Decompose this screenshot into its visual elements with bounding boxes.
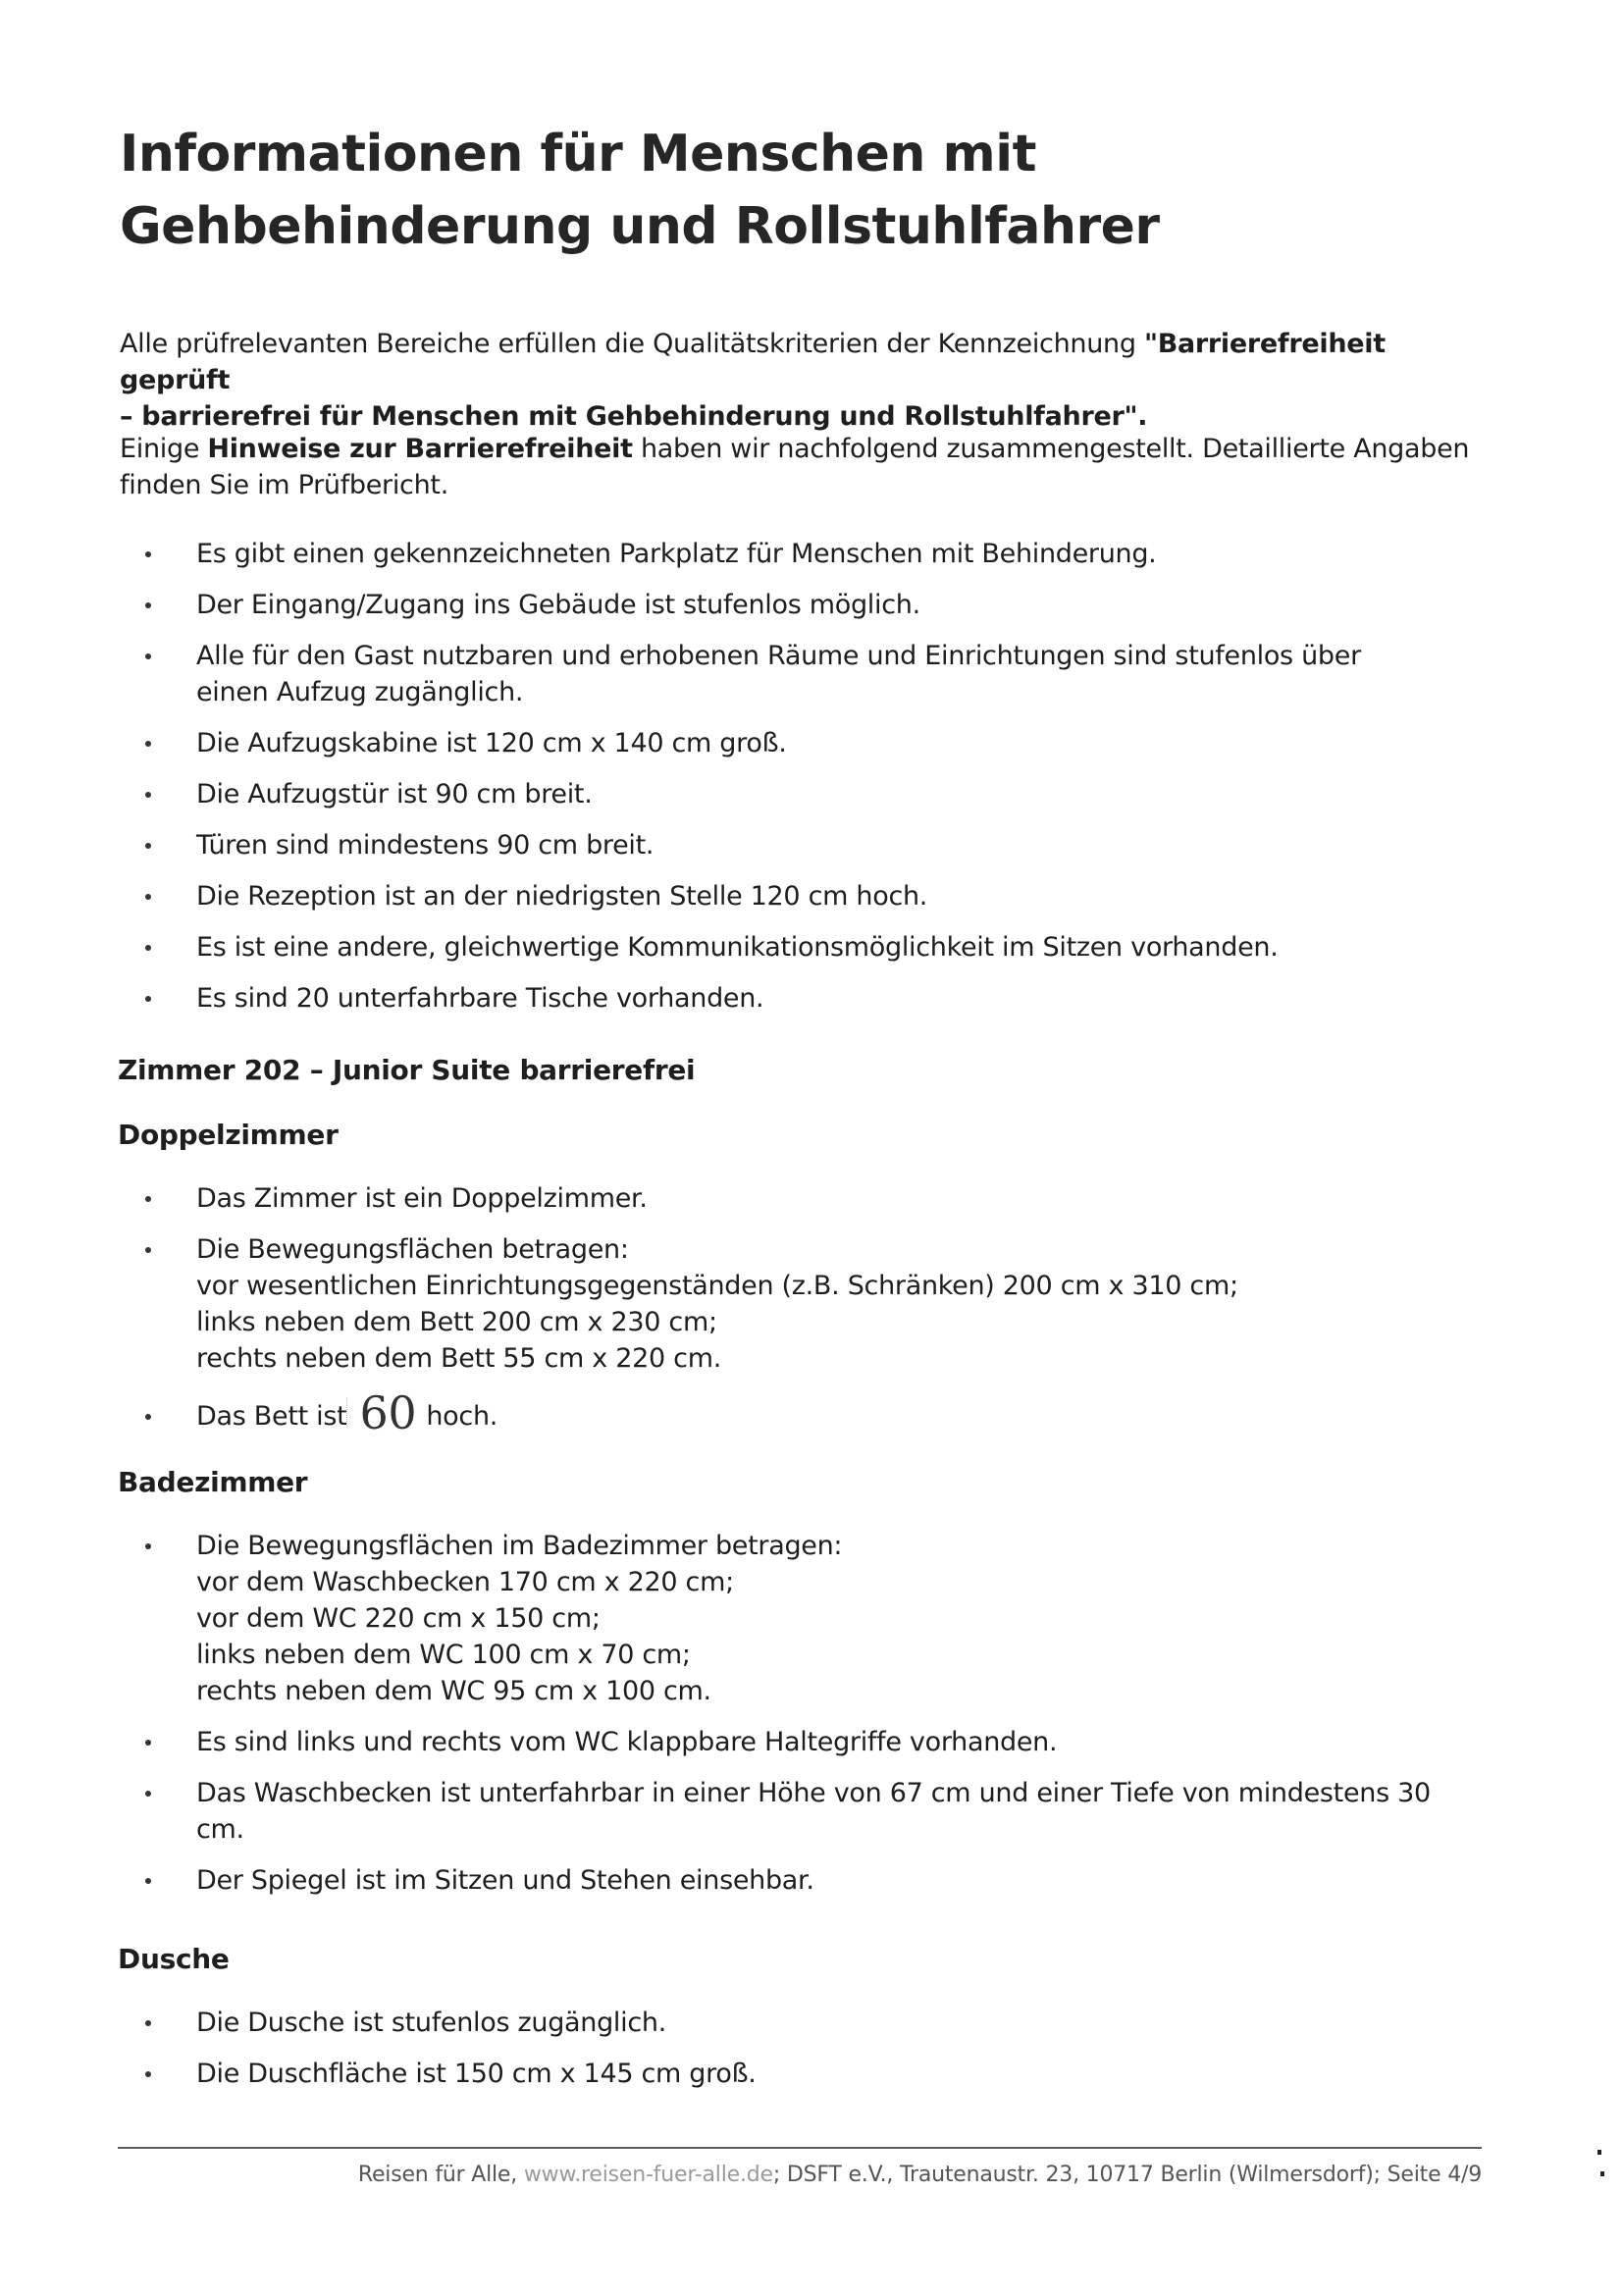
bathroom-item-line: Die Bewegungsflächen im Badezimmer betragen: bbox=[196, 1531, 843, 1561]
bullet-dot bbox=[145, 894, 151, 900]
scan-speck bbox=[1597, 2150, 1601, 2155]
page-title: Informationen für Menschen mit Gehbehinderung und Rollstuhlfahrer bbox=[120, 125, 1160, 256]
bathroom-item bbox=[118, 1528, 1472, 1709]
page-footer bbox=[118, 2161, 1482, 2190]
bullet-dot bbox=[145, 996, 151, 1002]
bullet-dot bbox=[145, 1196, 151, 1202]
certification-label-line2: – barrierefrei für Menschen mit Gehbehinderung und Rollstuhlfahrer". bbox=[120, 401, 1148, 432]
general-item bbox=[118, 827, 1472, 863]
footer-prefix: Reisen für Alle, bbox=[357, 2163, 524, 2187]
bathroom-item-line: Das Waschbecken ist unterfahrbar in einer Höhe von 67 cm und einer Tiefe von mindestens 30 bbox=[196, 1778, 1431, 1808]
bathroom-item-line: links neben dem WC 100 cm x 70 cm; bbox=[196, 1640, 691, 1670]
intro-hints-prefix: Einige bbox=[120, 434, 208, 464]
general-item bbox=[118, 638, 1472, 710]
footer-website-link[interactable]: www.reisen-fuer-alle.de bbox=[523, 2163, 773, 2187]
room-item-line: Die Bewegungsflächen betragen: bbox=[196, 1234, 629, 1265]
general-item bbox=[118, 776, 1472, 812]
room-item bbox=[118, 1231, 1472, 1377]
footer-divider bbox=[118, 2147, 1482, 2149]
bullet-dot bbox=[145, 1791, 151, 1797]
bathroom-item-line: cm. bbox=[196, 1814, 244, 1845]
bathroom-item-line: vor dem Waschbecken 170 cm x 220 cm; bbox=[196, 1567, 734, 1597]
room-heading: Zimmer 202 – Junior Suite barrierefrei bbox=[118, 1054, 696, 1086]
bullet-dot bbox=[145, 843, 151, 849]
general-item bbox=[118, 929, 1472, 965]
scan-speck bbox=[1600, 2171, 1604, 2176]
bullet-dot bbox=[145, 602, 151, 608]
certification-label-line1: "Barrierefreiheit geprüft bbox=[120, 329, 1386, 395]
bathroom-item-line: rechts neben dem WC 95 cm x 100 cm. bbox=[196, 1676, 711, 1706]
bullet-dot bbox=[145, 945, 151, 951]
bed-height-item bbox=[118, 1386, 1472, 1439]
general-accessibility-list bbox=[118, 536, 1472, 1031]
general-item bbox=[118, 878, 1472, 914]
room-details-list bbox=[118, 1180, 1472, 1391]
bathroom-item-line: Es sind links und rechts vom WC klappbare Haltegriffe vorhanden. bbox=[196, 1727, 1058, 1757]
general-item bbox=[118, 725, 1472, 761]
shower-item bbox=[118, 2005, 1472, 2041]
intro-hints-suffix-line1: haben wir nachfolgend zusammengestellt. Detaillierte Angaben bbox=[632, 434, 1470, 464]
handwritten-bed-height: 60 bbox=[346, 1398, 426, 1428]
bullet-dot bbox=[145, 1878, 151, 1884]
intro-text: Alle prüfrelevanten Bereiche erfüllen die Qualitätskriterien der Kennzeichnung bbox=[120, 329, 1144, 359]
room-item bbox=[118, 1180, 1472, 1217]
general-item-line: einen Aufzug zugänglich. bbox=[196, 677, 524, 707]
bed-height-suffix: hoch. bbox=[426, 1401, 498, 1432]
bathroom-details-list bbox=[118, 1528, 1472, 1913]
general-item bbox=[118, 536, 1472, 572]
general-item-line: Es sind 20 unterfahrbare Tische vorhanden. bbox=[196, 983, 764, 1014]
shower-item bbox=[118, 2056, 1472, 2092]
room-item-line: links neben dem Bett 200 cm x 230 cm; bbox=[196, 1307, 717, 1337]
general-item-line: Es gibt einen gekennzeichneten Parkplatz für Menschen mit Behinderung. bbox=[196, 539, 1157, 569]
shower-heading: Dusche bbox=[118, 1943, 230, 1975]
general-item-line: Türen sind mindestens 90 cm breit. bbox=[196, 830, 654, 861]
general-item bbox=[118, 587, 1472, 623]
shower-item-line: Die Duschfläche ist 150 cm x 145 cm groß. bbox=[196, 2059, 757, 2089]
bullet-dot bbox=[145, 551, 151, 557]
bullet-dot bbox=[145, 2071, 151, 2077]
general-item-line: Der Eingang/Zugang ins Gebäude ist stufenlos möglich. bbox=[196, 590, 920, 620]
bullet-dot bbox=[145, 1740, 151, 1746]
bathroom-item bbox=[118, 1775, 1472, 1848]
general-item bbox=[118, 980, 1472, 1017]
room-type-heading: Doppelzimmer bbox=[118, 1119, 339, 1151]
intro-paragraph-certification bbox=[120, 326, 1493, 435]
bullet-dot bbox=[145, 2020, 151, 2026]
room-item-line: vor wesentlichen Einrichtungsgegenständen (z.B. Schränken) 200 cm x 310 cm; bbox=[196, 1271, 1238, 1301]
intro-hints-suffix-line2: finden Sie im Prüfbericht. bbox=[120, 470, 448, 500]
room-item-line: rechts neben dem Bett 55 cm x 220 cm. bbox=[196, 1343, 721, 1374]
bullet-dot bbox=[145, 1414, 151, 1420]
general-item-line: Die Aufzugskabine ist 120 cm x 140 cm groß. bbox=[196, 728, 787, 758]
bathroom-item-line: Der Spiegel ist im Sitzen und Stehen einsehbar. bbox=[196, 1865, 814, 1896]
bed-height-list bbox=[118, 1386, 1472, 1449]
general-item-line: Es ist eine andere, gleichwertige Kommunikationsmöglichkeit im Sitzen vorhanden. bbox=[196, 932, 1279, 963]
bathroom-heading: Badezimmer bbox=[118, 1466, 308, 1498]
footer-suffix: ; DSFT e.V., Trautenaustr. 23, 10717 Berlin (Wilmersdorf); Seite 4/9 bbox=[772, 2163, 1482, 2187]
bullet-dot bbox=[145, 1247, 151, 1253]
general-item-line: Alle für den Gast nutzbaren und erhobenen Räume und Einrichtungen sind stufenlos über bbox=[196, 641, 1361, 671]
bullet-dot bbox=[145, 653, 151, 659]
bullet-dot bbox=[145, 1543, 151, 1549]
bullet-dot bbox=[145, 741, 151, 747]
intro-paragraph-hints bbox=[120, 431, 1493, 503]
bathroom-item bbox=[118, 1862, 1472, 1899]
shower-details-list bbox=[118, 2005, 1472, 2107]
room-item-line: Das Zimmer ist ein Doppelzimmer. bbox=[196, 1183, 648, 1214]
bed-height-prefix: Das Bett ist bbox=[196, 1401, 347, 1432]
bathroom-item-line: vor dem WC 220 cm x 150 cm; bbox=[196, 1603, 601, 1634]
general-item-line: Die Rezeption ist an der niedrigsten Stelle 120 cm hoch. bbox=[196, 881, 928, 912]
bathroom-item bbox=[118, 1724, 1472, 1760]
intro-hints-bold: Hinweise zur Barrierefreiheit bbox=[207, 434, 633, 464]
general-item-line: Die Aufzugstür ist 90 cm breit. bbox=[196, 779, 593, 809]
bullet-dot bbox=[145, 792, 151, 798]
shower-item-line: Die Dusche ist stufenlos zugänglich. bbox=[196, 2008, 666, 2038]
